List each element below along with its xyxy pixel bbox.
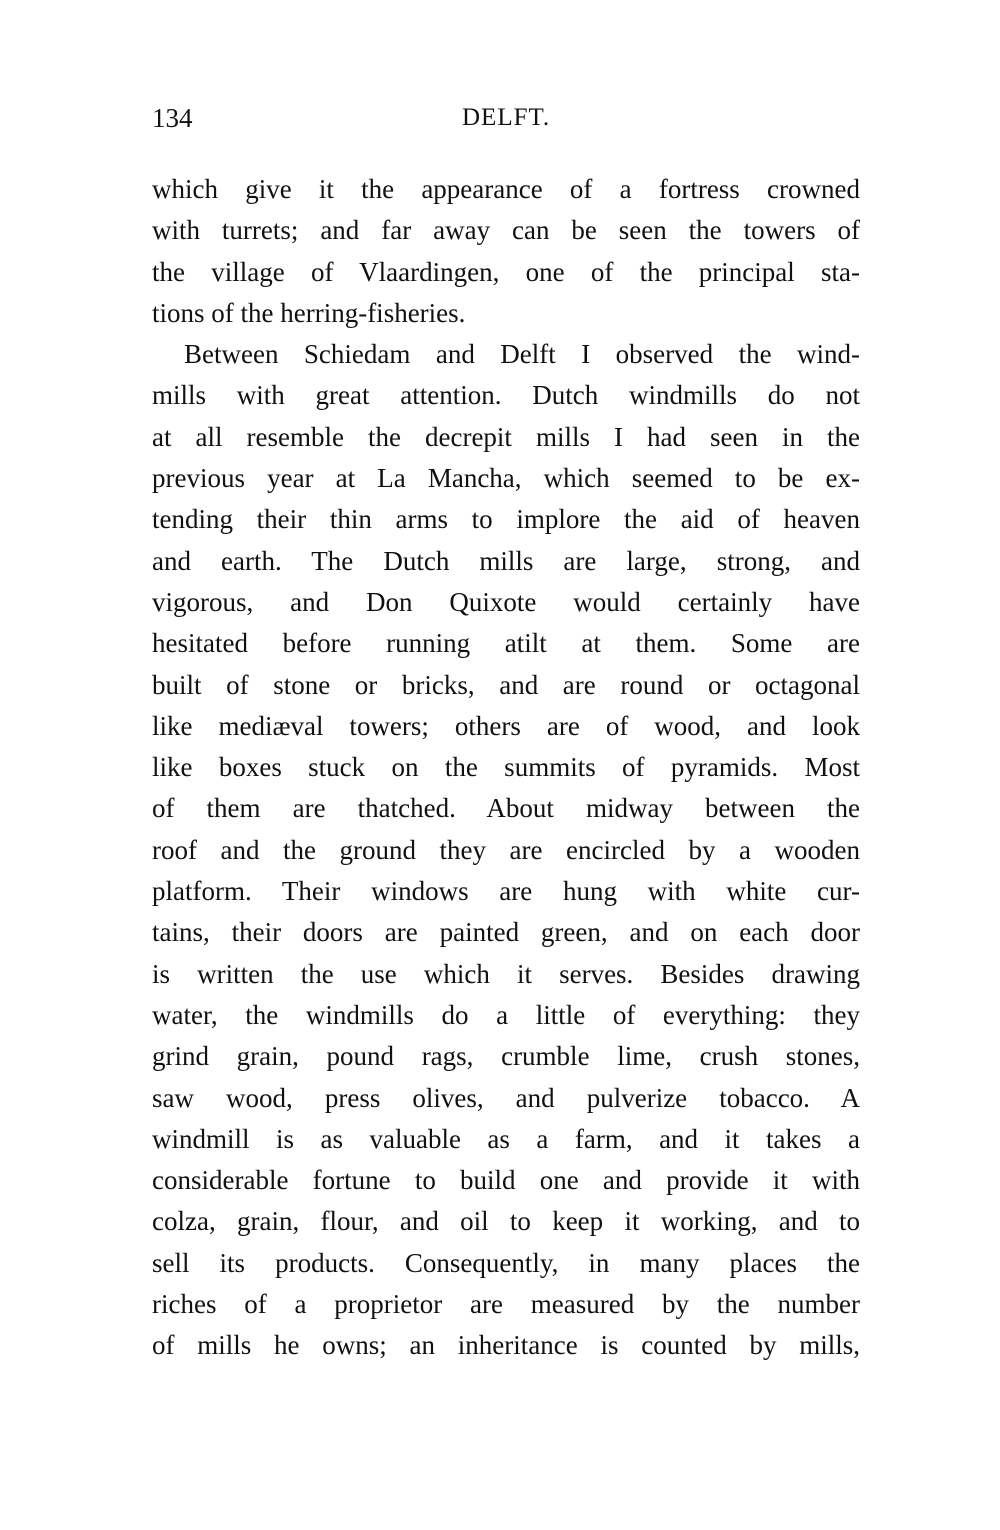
text-line: windmill is as valuable as a farm, and it takes a [152,1123,860,1154]
running-title: DELFT. [462,104,551,131]
text-line: grind grain, pound rags, crumble lime, crush stones, [152,1041,860,1072]
text-line: of them are thatched. About midway between the [152,793,860,824]
running-head [152,98,860,138]
page-number: 134 [152,103,193,133]
text-line: tending their thin arms to implore the aid of heaven [152,504,860,535]
text-line: previous year at La Mancha, which seemed to be ex- [152,463,860,494]
text-line: built of stone or bricks, and are round or octagonal [152,669,860,700]
text-line: water, the windmills do a little of everything: they [152,999,860,1030]
text-line: platform. Their windows are hung with white cur- [152,876,860,907]
text-line: with turrets; and far away can be seen the towers of [152,215,860,246]
text-line: the village of Vlaardingen, one of the principal sta- [152,256,860,287]
text-line: tions of the herring-fisheries. [152,297,466,328]
text-line: riches of a proprietor are measured by the number [152,1289,860,1320]
text-line: mills with great attention. Dutch windmills do not [152,380,860,411]
text-line: saw wood, press olives, and pulverize tobacco. A [152,1082,860,1113]
text-line: tains, their doors are painted green, and on each door [152,917,860,948]
text-line: and earth. The Dutch mills are large, strong, and [152,545,860,576]
text-line: like boxes stuck on the summits of pyramids. Most [152,752,860,783]
text-line: of mills he owns; an inheritance is counted by mills, [152,1330,860,1361]
text-line: which give it the appearance of a fortress crowned [152,174,860,204]
text-line: at all resemble the decrepit mills I had seen in the [152,421,860,452]
text-line: Between Schiedam and Delft I observed the wind- [184,339,860,370]
body-text [152,169,860,1367]
text-line: like mediæval towers; others are of wood, and look [152,710,860,741]
text-line: is written the use which it serves. Besides drawing [152,958,860,989]
text-line: vigorous, and Don Quixote would certainly have [152,586,860,617]
text-line: considerable fortune to build one and provide it with [152,1165,860,1196]
text-line: hesitated before running atilt at them. Some are [152,628,860,659]
text-line: roof and the ground they are encircled by a wooden [152,834,860,865]
text-line: sell its products. Consequently, in many places the [152,1247,860,1278]
text-line: colza, grain, flour, and oil to keep it working, and to [152,1206,860,1237]
